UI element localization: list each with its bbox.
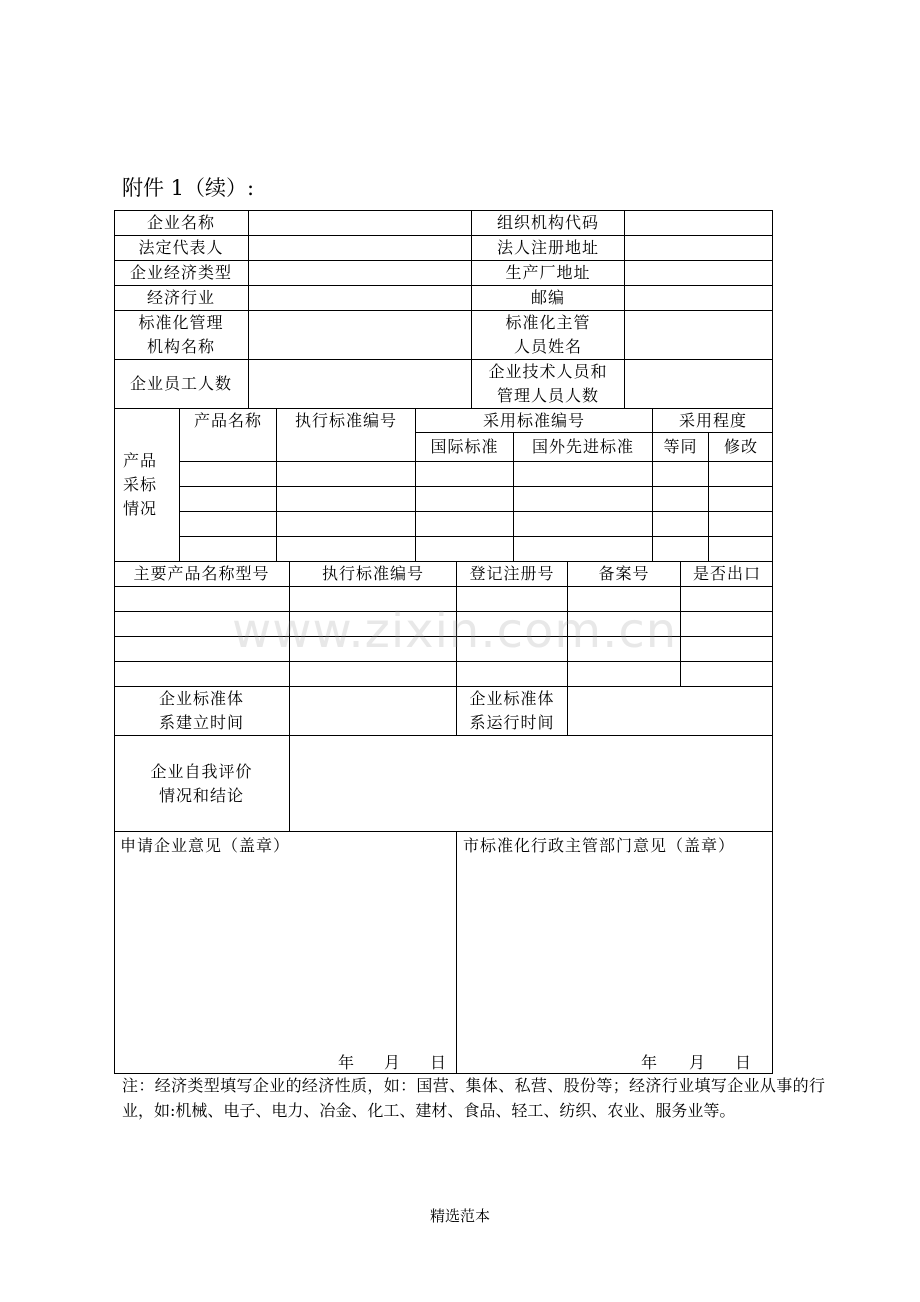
std-manager-label: 标准化主管 人员姓名 bbox=[505, 313, 591, 356]
watermark: www.zixin.com.cn bbox=[232, 603, 678, 659]
factory-address-label: 生产厂地址 bbox=[505, 263, 591, 282]
adoption-degree-header: 采用程度 bbox=[678, 410, 747, 430]
applicant-date-year: 年 bbox=[338, 1053, 355, 1072]
system-operating-label: 企业标准体 系运行时间 bbox=[469, 689, 555, 732]
authority-date-year: 年 bbox=[641, 1053, 658, 1072]
industry-label: 经济行业 bbox=[146, 288, 215, 307]
self-eval-label: 企业自我评价 情况和结论 bbox=[150, 761, 253, 805]
adoption-exec-std-header: 执行标准编号 bbox=[294, 411, 397, 430]
company-name-label: 企业名称 bbox=[146, 213, 215, 232]
export-header: 是否出口 bbox=[692, 564, 761, 583]
applicant-date-day: 日 bbox=[430, 1053, 447, 1072]
page-title: 附件 1（续）: bbox=[122, 176, 255, 200]
legal-rep-label: 法定代表人 bbox=[138, 238, 224, 257]
adoption-product-name-header: 产品名称 bbox=[193, 411, 262, 430]
applicant-opinion-label: 申请企业意见（盖章） bbox=[120, 836, 291, 855]
employees-label: 企业员工人数 bbox=[129, 374, 232, 393]
adoption-section-label: 产品 采标 情况 bbox=[123, 451, 158, 518]
authority-date-month: 月 bbox=[689, 1053, 706, 1072]
applicant-date bbox=[114, 1050, 456, 1072]
org-code-label: 组织机构代码 bbox=[496, 213, 599, 232]
system-established-label: 企业标准体 系建立时间 bbox=[158, 689, 244, 732]
authority-date bbox=[457, 1050, 773, 1072]
intl-std-header: 国际标准 bbox=[430, 437, 499, 456]
identical-header: 等同 bbox=[663, 437, 698, 456]
std-org-label: 标准化管理 机构名称 bbox=[138, 313, 224, 356]
main-product-header: 主要产品名称型号 bbox=[133, 564, 270, 583]
legal-address-label: 法人注册地址 bbox=[496, 238, 599, 257]
authority-opinion-label: 市标准化行政主管部门意见（盖章） bbox=[463, 836, 736, 855]
applicant-date-month: 月 bbox=[384, 1053, 401, 1072]
authority-date-day: 日 bbox=[735, 1053, 752, 1072]
filing-no-header: 备案号 bbox=[598, 564, 650, 583]
adopted-std-no-header: 采用标准编号 bbox=[482, 410, 585, 430]
page-footer: 精选范本 bbox=[429, 1207, 490, 1225]
foreign-adv-std-header: 国外先进标准 bbox=[531, 437, 634, 456]
products-exec-std-header: 执行标准编号 bbox=[321, 564, 424, 583]
postcode-label: 邮编 bbox=[530, 288, 565, 307]
econ-type-label: 企业经济类型 bbox=[129, 263, 232, 282]
form-note: 注：经济类型填写企业的经济性质，如：国营、集体、私营、股份等；经济行业填写企业从事的行业，如:机械、电子、电力、冶金、化工、建材、食品、轻工、纺织、农业、服务业等。 bbox=[122, 1076, 825, 1120]
modified-header: 修改 bbox=[723, 437, 758, 456]
registration-no-header: 登记注册号 bbox=[469, 564, 555, 583]
tech-mgmt-staff-label: 企业技术人员和 管理人员人数 bbox=[488, 362, 608, 405]
